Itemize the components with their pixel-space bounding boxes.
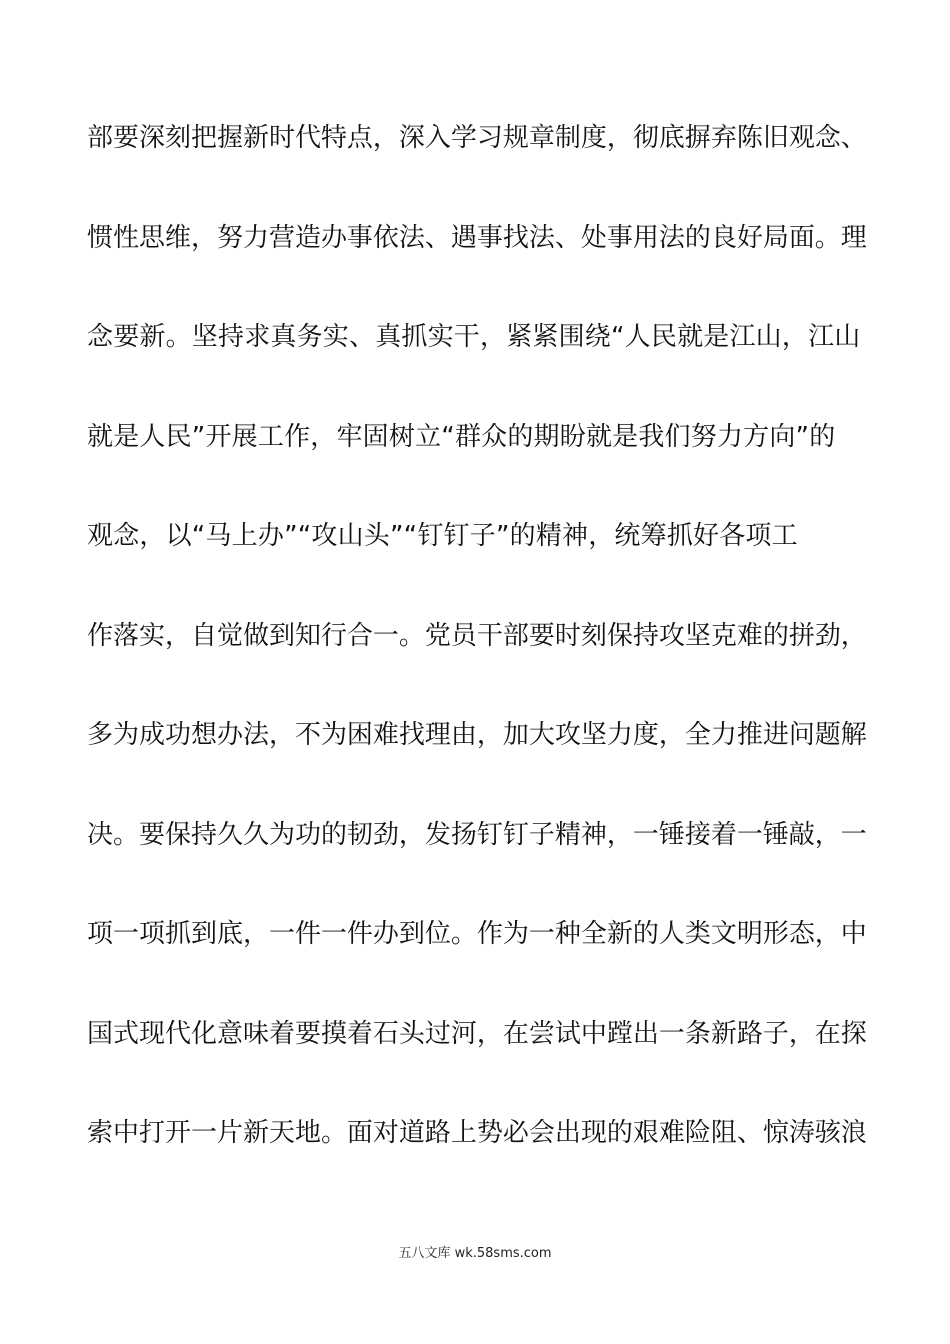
text-line: 念要新。坚持求真务实、真抓实干，紧紧围绕“人民就是江山，江山 bbox=[87, 322, 861, 352]
text-line: 多为成功想办法，不为困难找理由，加大攻坚力度，全力推进问题解 bbox=[87, 720, 867, 750]
footer-watermark: 五八文库 wk.58sms.com bbox=[398, 1246, 552, 1261]
text-line: 就是人民”开展工作，牢固树立“群众的期盼就是我们努力方向”的 bbox=[87, 421, 836, 452]
text-line: 作落实，自觉做到知行合一。党员干部要时刻保持攻坚克难的拼劲， bbox=[87, 620, 867, 651]
text-line: 国式现代化意味着要摸着石头过河，在尝试中蹚出一条新路子，在探 bbox=[87, 1018, 867, 1049]
text-line: 惯性思维，努力营造办事依法、遇事找法、处事用法的良好局面。理 bbox=[87, 222, 867, 253]
text-line: 决。要保持久久为功的韧劲，发扬钉钉子精神，一锤接着一锤敲，一 bbox=[87, 819, 867, 850]
body-text bbox=[87, 112, 867, 1207]
text-line: 项一项抓到底，一件一件办到位。作为一种全新的人类文明形态，中 bbox=[87, 919, 867, 949]
text-line: 索中打开一片新天地。面对道路上势必会出现的艰难险阻、惊涛骇浪 bbox=[87, 1118, 867, 1148]
text-line: 观念，以“马上办”“攻山头”“钉钉子”的精神，统筹抓好各项工 bbox=[87, 521, 798, 551]
text-line: 部要深刻把握新时代特点，深入学习规章制度，彻底摒弃陈旧观念、 bbox=[87, 123, 867, 153]
